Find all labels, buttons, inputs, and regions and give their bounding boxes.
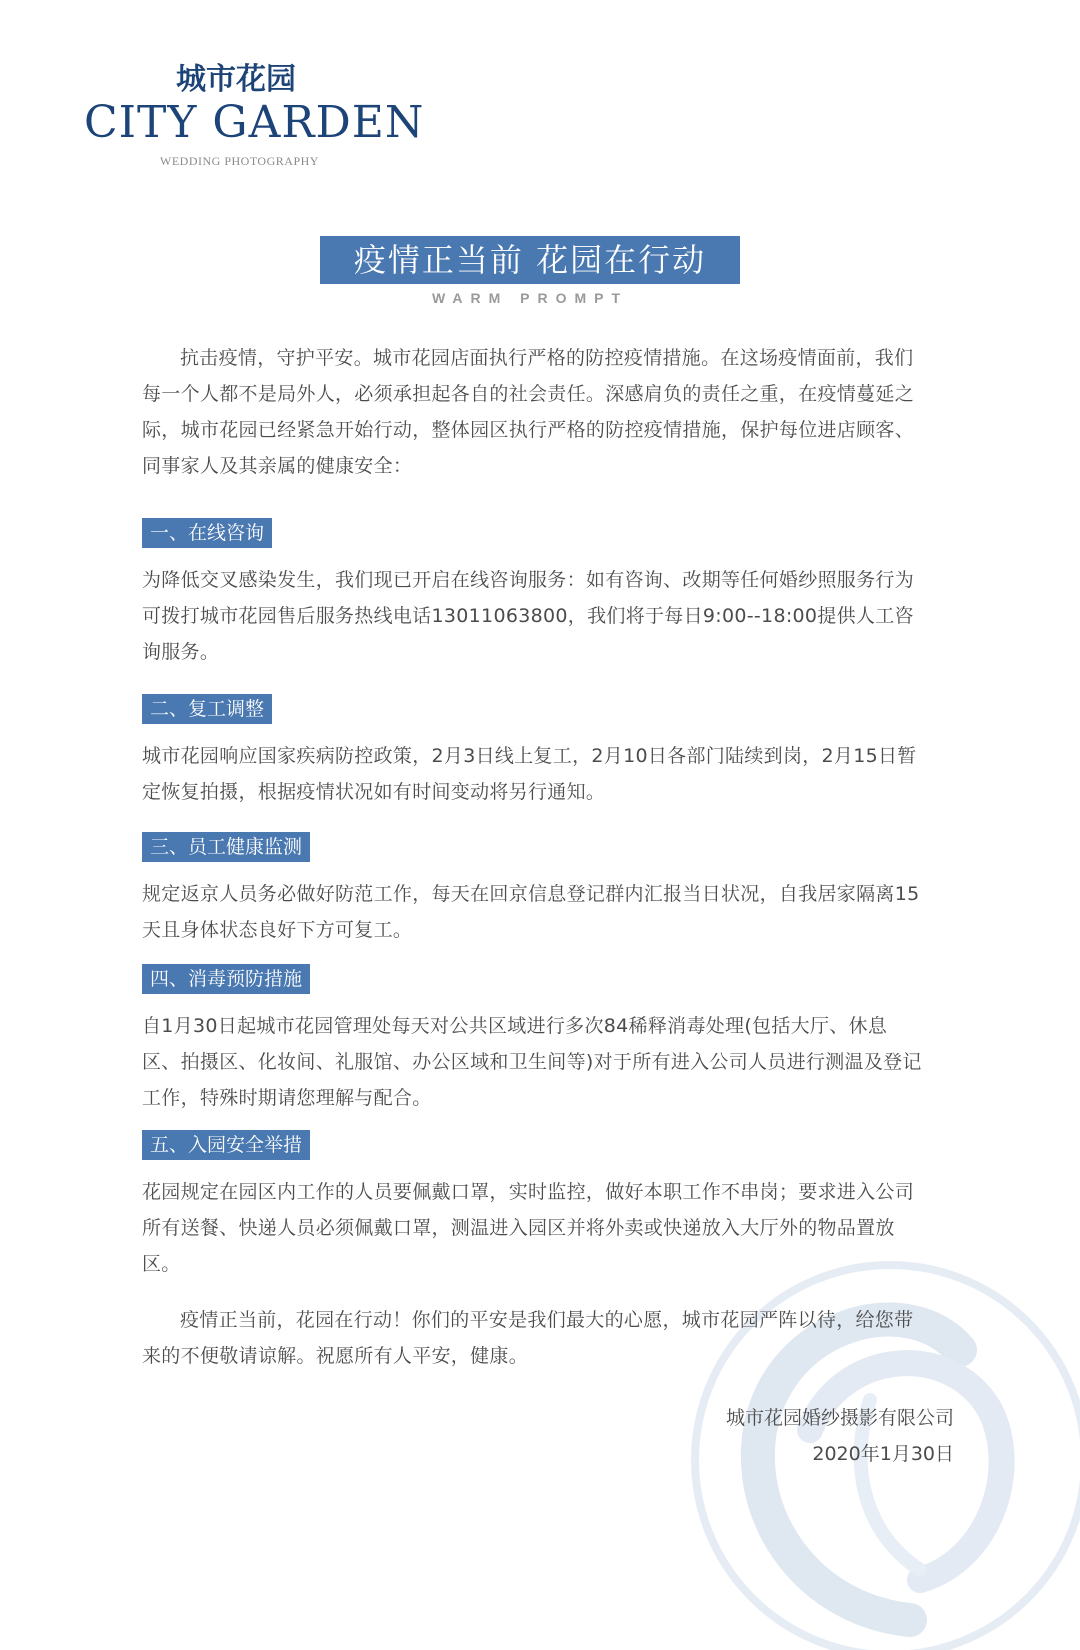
section-label: 三、员工健康监测: [142, 832, 310, 862]
section-body: 自1月30日起城市花园管理处每天对公共区域进行多次84稀释消毒处理(包括大厅、休息区、拍摄区、化妆间、礼服馆、办公区域和卫生间等)对于所有进入公司人员进行测温及登记工作，特殊时期请您理解与配合。: [142, 1015, 922, 1109]
section-health-monitoring: [142, 832, 922, 948]
section-resume-work: [142, 694, 922, 810]
signature-date: 2020年1月30日: [812, 1443, 954, 1465]
section-online-consult: [142, 518, 922, 670]
intro-paragraph: 抗击疫情，守护平安。城市花园店面执行严格的防控疫情措施。在这场疫情面前，我们每一个人都不是局外人，必须承担起各自的社会责任。深感肩负的责任之重，在疫情蔓延之际，城市花园已经紧急开始行动，整体园区执行严格的防控疫情措施，保护每位进店顾客、同事家人及其亲属的健康安全：: [142, 347, 915, 477]
section-label: 五、入园安全举措: [142, 1130, 310, 1160]
section-disinfection: [142, 964, 922, 1116]
section-label: 一、在线咨询: [142, 518, 272, 548]
page-subtitle: WARM PROMPT: [431, 290, 629, 306]
section-body: 规定返京人员务必做好防范工作，每天在回京信息登记群内汇报当日状况，自我居家隔离15天且身体状态良好下方可复工。: [142, 883, 920, 941]
closing-paragraph: 疫情正当前，花园在行动！你们的平安是我们最大的心愿，城市花园严阵以待，给您带来的不便敬请谅解。祝愿所有人平安，健康。: [142, 1309, 914, 1367]
section-entry-safety: [142, 1130, 922, 1282]
logo-english-name: CITY GARDEN: [84, 97, 425, 148]
signature-company: 城市花园婚纱摄影有限公司: [725, 1407, 954, 1429]
page-title: 疫情正当前 花园在行动: [320, 236, 740, 284]
closing-block: [142, 1302, 922, 1374]
section-label: 四、消毒预防措施: [142, 964, 310, 994]
logo-subtitle: WEDDING PHOTOGRAPHY: [160, 154, 319, 168]
section-body: 为降低交叉感染发生，我们现已开启在线咨询服务：如有咨询、改期等任何婚纱照服务行为可拨打城市花园售后服务热线电话13011063800，我们将于每日9:00--18:00提供人工咨询服务。: [142, 569, 915, 663]
section-body: 花园规定在园区内工作的人员要佩戴口罩，实时监控，做好本职工作不串岗；要求进入公司所有送餐、快递人员必须佩戴口罩，测温进入园区并将外卖或快递放入大厅外的物品置放区。: [142, 1181, 915, 1275]
signature-block: [726, 1400, 954, 1472]
logo-chinese-name: 城市花园: [176, 62, 296, 97]
section-body: 城市花园响应国家疾病防控政策，2月3日线上复工，2月10日各部门陆续到岗，2月15日暂定恢复拍摄，根据疫情状况如有时间变动将另行通知。: [142, 745, 917, 803]
intro-block: [142, 340, 922, 484]
section-label: 二、复工调整: [142, 694, 272, 724]
